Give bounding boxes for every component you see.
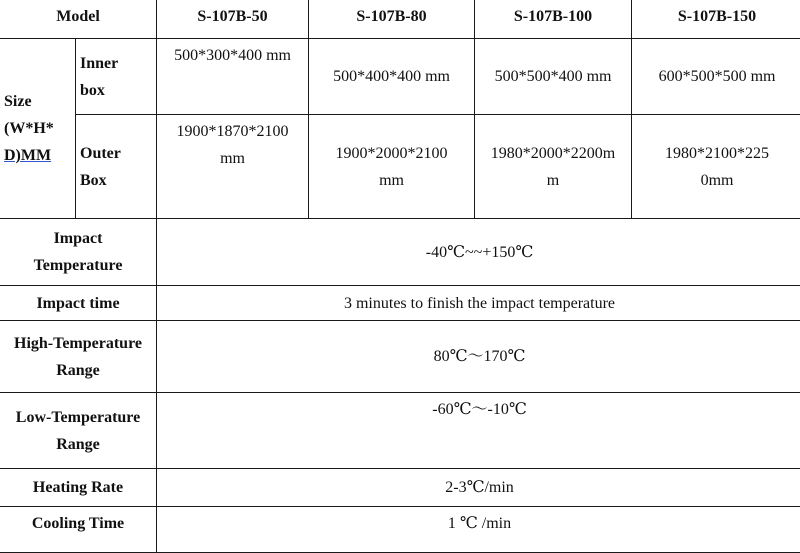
inner-box-label-line1: Inner	[80, 54, 119, 72]
impact-time-row	[0, 286, 800, 321]
inner-box-value-150: 600*500*500 mm	[632, 39, 800, 115]
outer-box-value-150-line1: 1980*2100*225	[665, 144, 770, 162]
low-temperature-label-line1: Low-Temperature	[15, 408, 141, 426]
outer-box-value-100	[475, 115, 632, 219]
inner-box-row	[0, 39, 800, 115]
impact-temperature-label	[0, 219, 157, 286]
outer-box-value-80-line1: 1900*2000*2100	[335, 144, 448, 162]
inner-box-label	[76, 39, 157, 115]
outer-box-value-100-line2: m	[546, 171, 560, 189]
high-temperature-label-line1: High-Temperature	[14, 334, 142, 352]
low-temperature-value: -60℃～-10℃	[157, 393, 800, 469]
high-temperature-label	[0, 321, 157, 393]
outer-box-value-50-line1: 1900*1870*2100	[176, 123, 289, 140]
cooling-time-row	[0, 507, 800, 553]
cooling-time-value: 1 ℃ /min	[157, 507, 800, 553]
impact-temperature-label-line2: Temperature	[33, 257, 123, 274]
impact-temperature-label-line1: Impact	[53, 230, 103, 247]
outer-box-value-80	[309, 115, 475, 219]
low-temperature-label-line2: Range	[56, 435, 100, 453]
model-100-header: S-107B-100	[475, 0, 632, 39]
impact-time-value: 3 minutes to finish the impact temperature	[157, 286, 800, 321]
inner-box-value-100: 500*500*400 mm	[475, 39, 632, 115]
outer-box-row	[0, 115, 800, 219]
outer-box-value-80-line2: mm	[379, 171, 404, 189]
heating-rate-value: 2-3℃/min	[157, 469, 800, 507]
heating-rate-row	[0, 469, 800, 507]
high-temperature-row	[0, 321, 800, 393]
heating-rate-label: Heating Rate	[0, 469, 157, 507]
model-80-header: S-107B-80	[309, 0, 475, 39]
low-temperature-row	[0, 393, 800, 469]
outer-box-value-50	[157, 115, 309, 219]
high-temperature-value: 80℃～170℃	[157, 321, 800, 393]
inner-box-label-line2: box	[80, 81, 105, 99]
outer-box-value-150	[632, 115, 800, 219]
outer-box-label-line2: Box	[80, 171, 107, 189]
impact-temperature-value: -40℃~~+150℃	[157, 219, 800, 286]
model-50-header: S-107B-50	[157, 0, 309, 39]
header-row	[0, 0, 800, 39]
outer-box-value-150-line2: 0mm	[700, 171, 734, 189]
outer-box-label	[76, 115, 157, 219]
size-label	[0, 39, 76, 219]
model-150-header: S-107B-150	[632, 0, 800, 39]
outer-box-value-50-line2: mm	[220, 150, 245, 167]
impact-temperature-row	[0, 219, 800, 286]
size-label-line1: Size	[4, 93, 32, 110]
cooling-time-label: Cooling Time	[0, 507, 157, 553]
size-label-line3: D)MM	[4, 147, 52, 164]
inner-box-value-80: 500*400*400 mm	[309, 39, 475, 115]
impact-time-label: Impact time	[0, 286, 157, 321]
model-header: Model	[0, 0, 157, 39]
inner-box-value-50: 500*300*400 mm	[157, 39, 309, 115]
high-temperature-label-line2: Range	[56, 361, 100, 379]
size-label-line2: (W*H*	[4, 120, 54, 137]
low-temperature-label	[0, 393, 157, 469]
outer-box-value-100-line1: 1980*2000*2200m	[490, 144, 616, 162]
outer-box-label-line1: Outer	[80, 144, 121, 162]
